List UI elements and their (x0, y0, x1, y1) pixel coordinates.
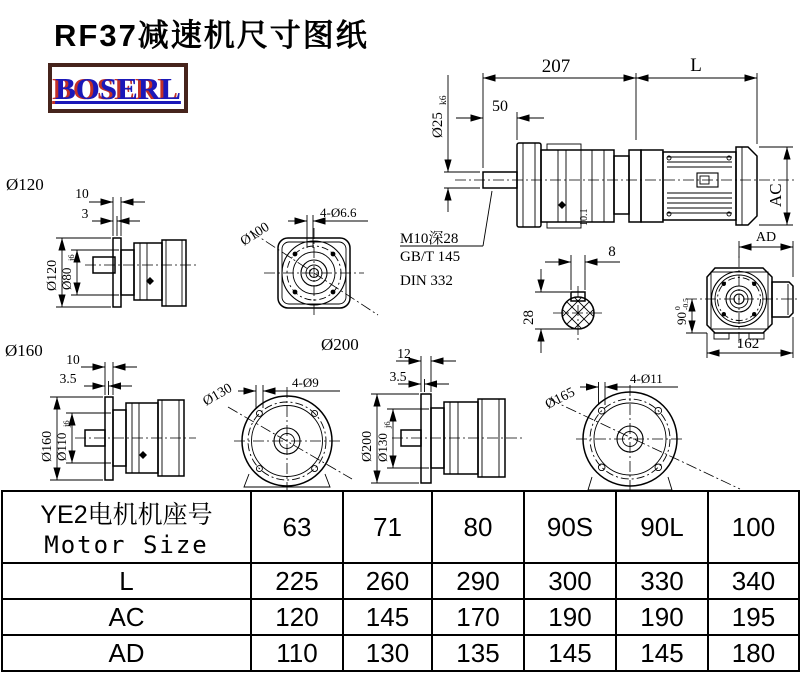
row-label: AC (2, 599, 251, 635)
table-cell: 135 (432, 635, 524, 671)
column-header: 80 (432, 491, 524, 563)
f130-holes-label: 4-Ø9 (292, 375, 319, 390)
end-height-label: 90 (674, 312, 689, 325)
motor-size-table (1, 490, 800, 672)
header-cn: YE2电机机座号 (40, 501, 213, 529)
shaft-height-label: 28 (521, 310, 537, 325)
standard-din: DIN 332 (400, 273, 453, 289)
v120-dim1-label: 10 (75, 186, 89, 201)
table-cell: 300 (524, 563, 616, 599)
f100-bolt-circle-label: Ø100 (238, 219, 273, 250)
row-label: L (2, 563, 251, 599)
v120-spigot-tol-label: j6 (66, 254, 76, 261)
end-width-label: 162 (736, 336, 760, 352)
shaft-tol-label: k6 (439, 95, 449, 105)
v120-flange-dia-label: Ø120 (45, 259, 60, 291)
column-header: 71 (343, 491, 432, 563)
table-row-AD (2, 635, 799, 671)
key-width-label: 8 (608, 244, 616, 260)
f100-holes-label: 4-Ø6.6 (320, 205, 357, 220)
table-cell: 180 (708, 635, 799, 671)
f130-bolt-circle-label: Ø130 (200, 380, 235, 410)
table-cell: 225 (251, 563, 343, 599)
flange-face-130 (201, 375, 353, 490)
thread-note: M10深28 (400, 231, 459, 247)
column-header: 90L (616, 491, 708, 563)
boserl-logo-text: BOSERL (55, 70, 181, 106)
table-header-motor-size (2, 491, 251, 563)
v200-spigot-tol-label: j6 (382, 421, 392, 428)
dim-AD-label: AD (755, 230, 777, 245)
table-cell: 195 (708, 599, 799, 635)
table-row-L (2, 563, 799, 599)
table-cell: 170 (432, 599, 524, 635)
v160-flange-dia-label: Ø160 (40, 430, 55, 462)
v200-dim2-label: 3.5 (389, 369, 407, 384)
motor-end-view (673, 256, 798, 358)
v200-dim1-label: 12 (397, 346, 411, 361)
table-cell: 190 (524, 599, 616, 635)
table-cell: 130 (343, 635, 432, 671)
table-cell: 110 (251, 635, 343, 671)
view-120 (6, 175, 196, 307)
table-row-AC (2, 599, 799, 635)
v120-spigot-dia-label: Ø80 (59, 267, 74, 290)
f165-holes-label: 4-Ø11 (630, 371, 663, 386)
dim-101-label: 10.1 (579, 208, 590, 226)
f165-bolt-circle-label: Ø165 (543, 385, 578, 413)
table-cell: 190 (616, 599, 708, 635)
flange-face-165 (543, 371, 740, 490)
table-cell: 145 (343, 599, 432, 635)
column-header: 63 (251, 491, 343, 563)
table-cell: 145 (616, 635, 708, 671)
table-cell: 260 (343, 563, 432, 599)
dim-207-label: 207 (541, 56, 571, 77)
end-height-tol-upper: 0 (673, 306, 682, 310)
row-label: AD (2, 635, 251, 671)
v120-dim2-label: 3 (81, 206, 89, 221)
table-cell: 120 (251, 599, 343, 635)
column-header: 90S (524, 491, 616, 563)
flange-face-100 (238, 205, 378, 318)
main-side-view (400, 55, 796, 289)
dim-50-label: 50 (492, 98, 508, 115)
view-200 (321, 335, 522, 483)
shaft-dia-label: Ø25 (430, 112, 446, 138)
v160-spigot-dia-label: Ø110 (54, 432, 69, 461)
terminal-box (772, 282, 793, 317)
dim-L-label: L (690, 55, 702, 76)
v200-flange-dia-label: Ø200 (360, 430, 375, 462)
key-section-view (521, 244, 630, 353)
v160-dim1-label: 10 (66, 352, 80, 367)
table-cell: 330 (616, 563, 708, 599)
view-120-title: Ø120 (6, 175, 44, 194)
view-160-title: Ø160 (5, 341, 43, 360)
dim-AC-label: AC (766, 183, 785, 207)
motor-fins (667, 157, 732, 213)
v160-spigot-tol-label: j6 (61, 420, 71, 427)
v200-spigot-dia-label: Ø130 (375, 433, 390, 462)
plug-symbol (558, 201, 566, 209)
column-header: 100 (708, 491, 799, 563)
header-en: Motor Size (44, 531, 209, 559)
v160-dim2-label: 3.5 (59, 371, 77, 386)
table-cell: 145 (524, 635, 616, 671)
view-160 (5, 341, 196, 480)
view-200-title: Ø200 (321, 335, 359, 354)
table-header-row (2, 491, 799, 563)
page-title: RF37减速机尺寸图纸 (54, 18, 369, 53)
end-height-tol-lower: -0.5 (681, 298, 690, 310)
table-cell: 290 (432, 563, 524, 599)
table-cell: 340 (708, 563, 799, 599)
standard-gbt: GB/T 145 (400, 249, 461, 265)
